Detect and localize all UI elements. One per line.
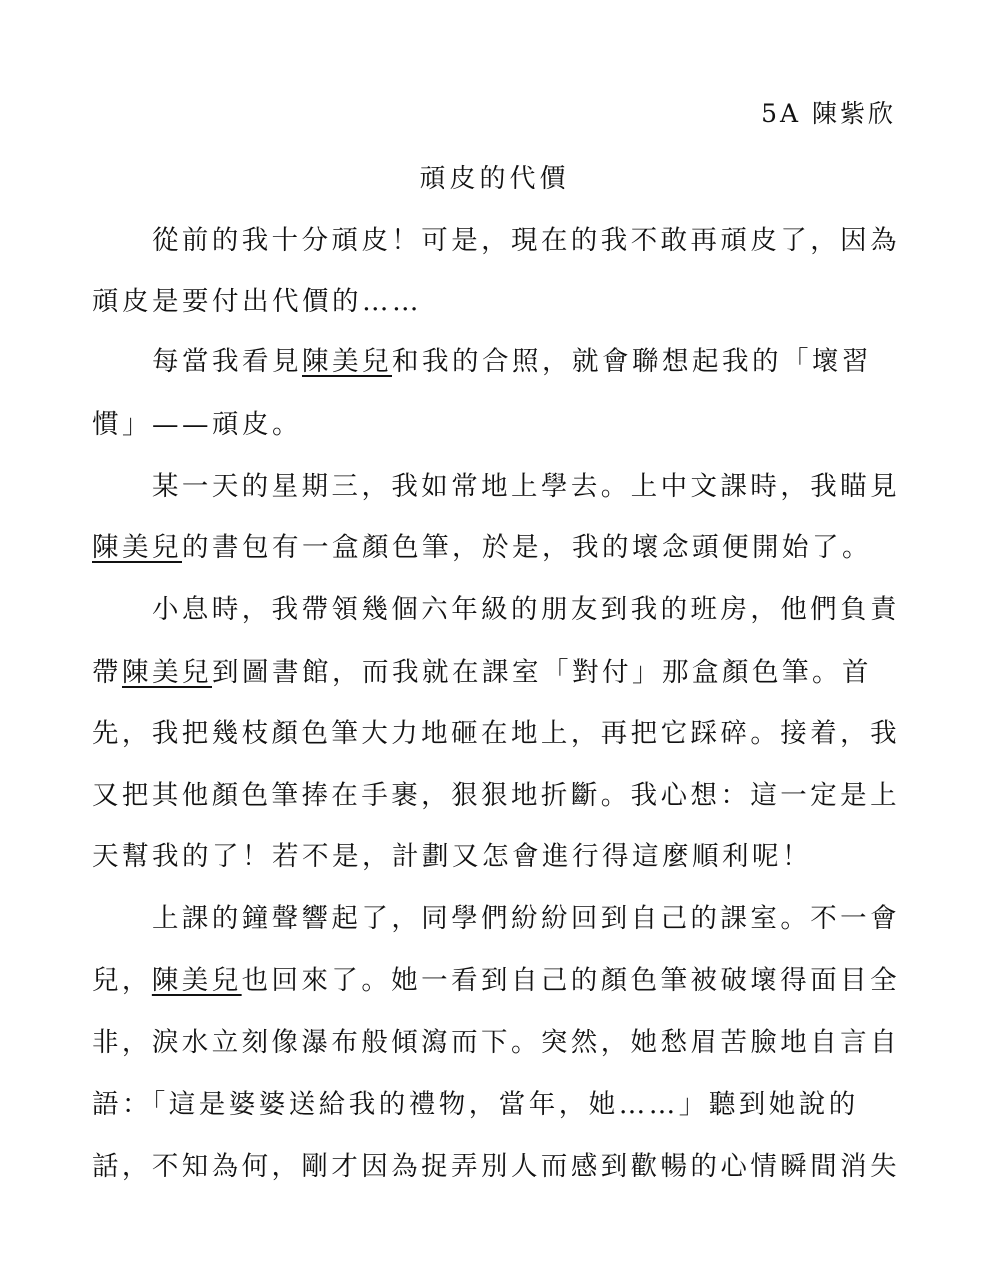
essay-title: 頑皮的代價 [419,164,570,194]
essay-line [152,902,900,936]
person-name: 陳美兒 [122,657,212,688]
text-segment: 帶 [92,657,122,688]
author-label: 5A 陳紫欣 [761,99,896,128]
essay-line [92,840,812,874]
essay-line [92,408,302,442]
text-segment: 又把其他顏色筆捧在手裹，狠狠地折斷。我心想：這一定是上 [92,780,900,811]
person-name: 陳美兒 [151,965,242,996]
text-segment: 和我的合照，就會聯想起我的「壞習 [392,346,872,377]
person-name: 陳美兒 [302,346,392,377]
essay-line [92,1150,900,1184]
text-segment: 非，淚水立刻像瀑布般傾瀉而下。突然，她愁眉苦臉地自言自 [92,1027,900,1058]
text-segment: 小息時，我帶領幾個六年級的朋友到我的班房，他們負責 [152,594,900,625]
text-segment: 頑皮是要付出代價的…… [92,286,422,317]
text-segment: 慣」——頑皮。 [92,409,302,440]
text-segment: 也回來了。她一看到自己的顏色筆被破壞得面目全 [241,965,900,996]
text-segment: 天幫我的了！若不是，計劃又怎會進行得這麼順利呢！ [92,841,812,872]
text-segment: 兒， [92,965,152,996]
text-segment: 某一天的星期三，我如常地上學去。上中文課時，我瞄見 [152,471,900,502]
essay-line [92,964,900,998]
text-segment: 每當我看見 [152,346,302,377]
text-segment: 的書包有一盒顏色筆，於是，我的壞念頭便開始了。 [182,532,872,563]
person-name: 陳美兒 [92,532,182,563]
essay-line [92,779,900,813]
essay-line [92,656,872,690]
essay-line [152,470,900,504]
text-segment: 到圖書館，而我就在課室「對付」那盒顏色筆。首 [212,657,872,688]
text-segment: 從前的我十分頑皮！可是，現在的我不敢再頑皮了，因為 [152,225,900,256]
text-segment: 上課的鐘聲響起了，同學們紛紛回到自己的課室。不一會 [152,903,900,934]
essay-line [152,593,900,627]
text-segment: 先，我把幾枝顏色筆大力地砸在地上，再把它踩碎。接着，我 [92,718,900,749]
essay-line [152,345,872,379]
text-segment: 語：「這是婆婆送給我的禮物，當年，她……」聽到她說的 [92,1089,859,1120]
essay-line [92,1088,859,1122]
essay-line [92,285,422,319]
essay-line [152,224,900,258]
essay-line [92,531,872,565]
text-segment: 話，不知為何，剛才因為捉弄別人而感到歡暢的心情瞬間消失 [92,1151,900,1182]
essay-line [92,717,900,751]
essay-line [92,1026,900,1060]
